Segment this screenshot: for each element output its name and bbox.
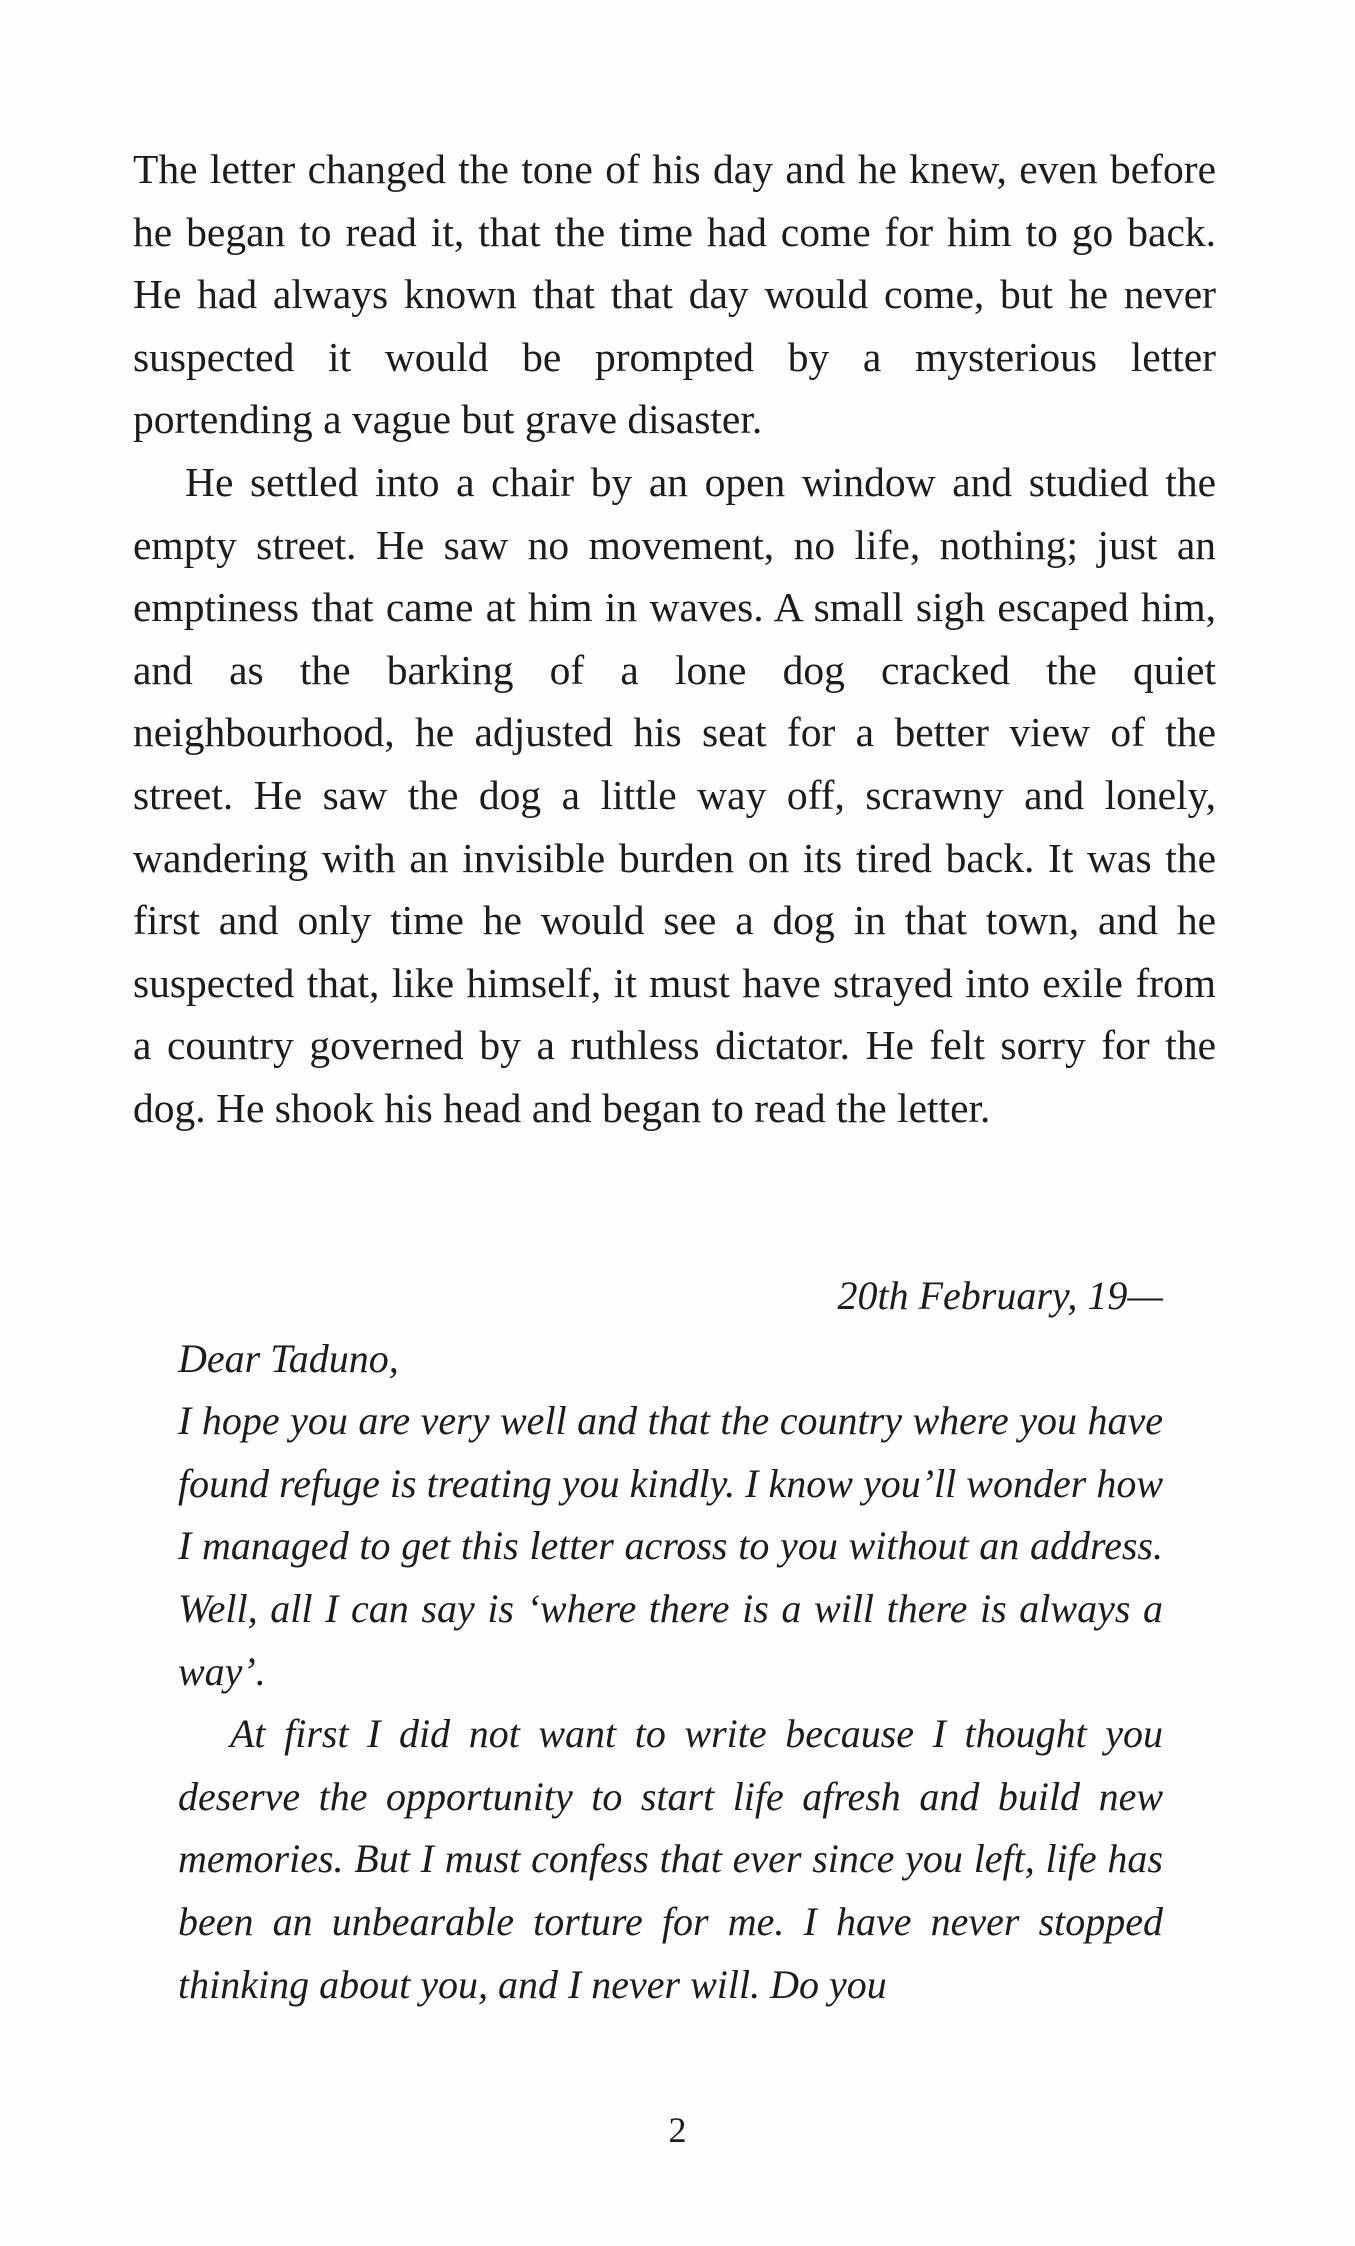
letter-date: 20th February, 19— (837, 1273, 1163, 1318)
narrative-text (133, 138, 1216, 1140)
narrative-paragraph-1: The letter changed the tone of his day and he knew, even before he began to read it, that the time had come for him to go back. He had always known that that day would come, but he never suspected it would be prompted by a mysterious letter portending a vague but grave disaster. (133, 146, 1216, 443)
narrative-paragraph-2: He settled into a chair by an open window and studied the empty street. He saw no movement, no life, nothing; just an emptiness that came at him in waves. A small sigh escaped him, and as the barking of a lone dog cracked the quiet neighbourhood, he adjusted his seat for a better view of the street. He saw the dog a little way off, scrawny and lonely, wandering with an invisible burden on its tired back. It was the first and only time he would see a dog in that town, and he suspected that, like himself, it must have strayed into exile from a country governed by a ruthless dictator. He felt sorry for the dog. He shook his head and began to read the letter. (133, 458, 1216, 1131)
letter-paragraph-2: At first I did not want to write because I thought you deserve the opportunity to start life afresh and build new memories. But I must confess that ever since you left, life has been an unbearable torture for me. I have never stopped thinking about you, and I never will. Do you (178, 1711, 1163, 2007)
page-number: 2 (668, 2110, 687, 2150)
letter-salutation: Dear Taduno, (178, 1335, 399, 1381)
letter-paragraph-1: I hope you are very well and that the country where you have found refuge is treating you kindly. I know you’ll wonder how I managed to get this letter across to you without an address. Well, all I can say is ‘where there is a will there is always a way’. (178, 1398, 1163, 1694)
letter-block (178, 1265, 1163, 2016)
